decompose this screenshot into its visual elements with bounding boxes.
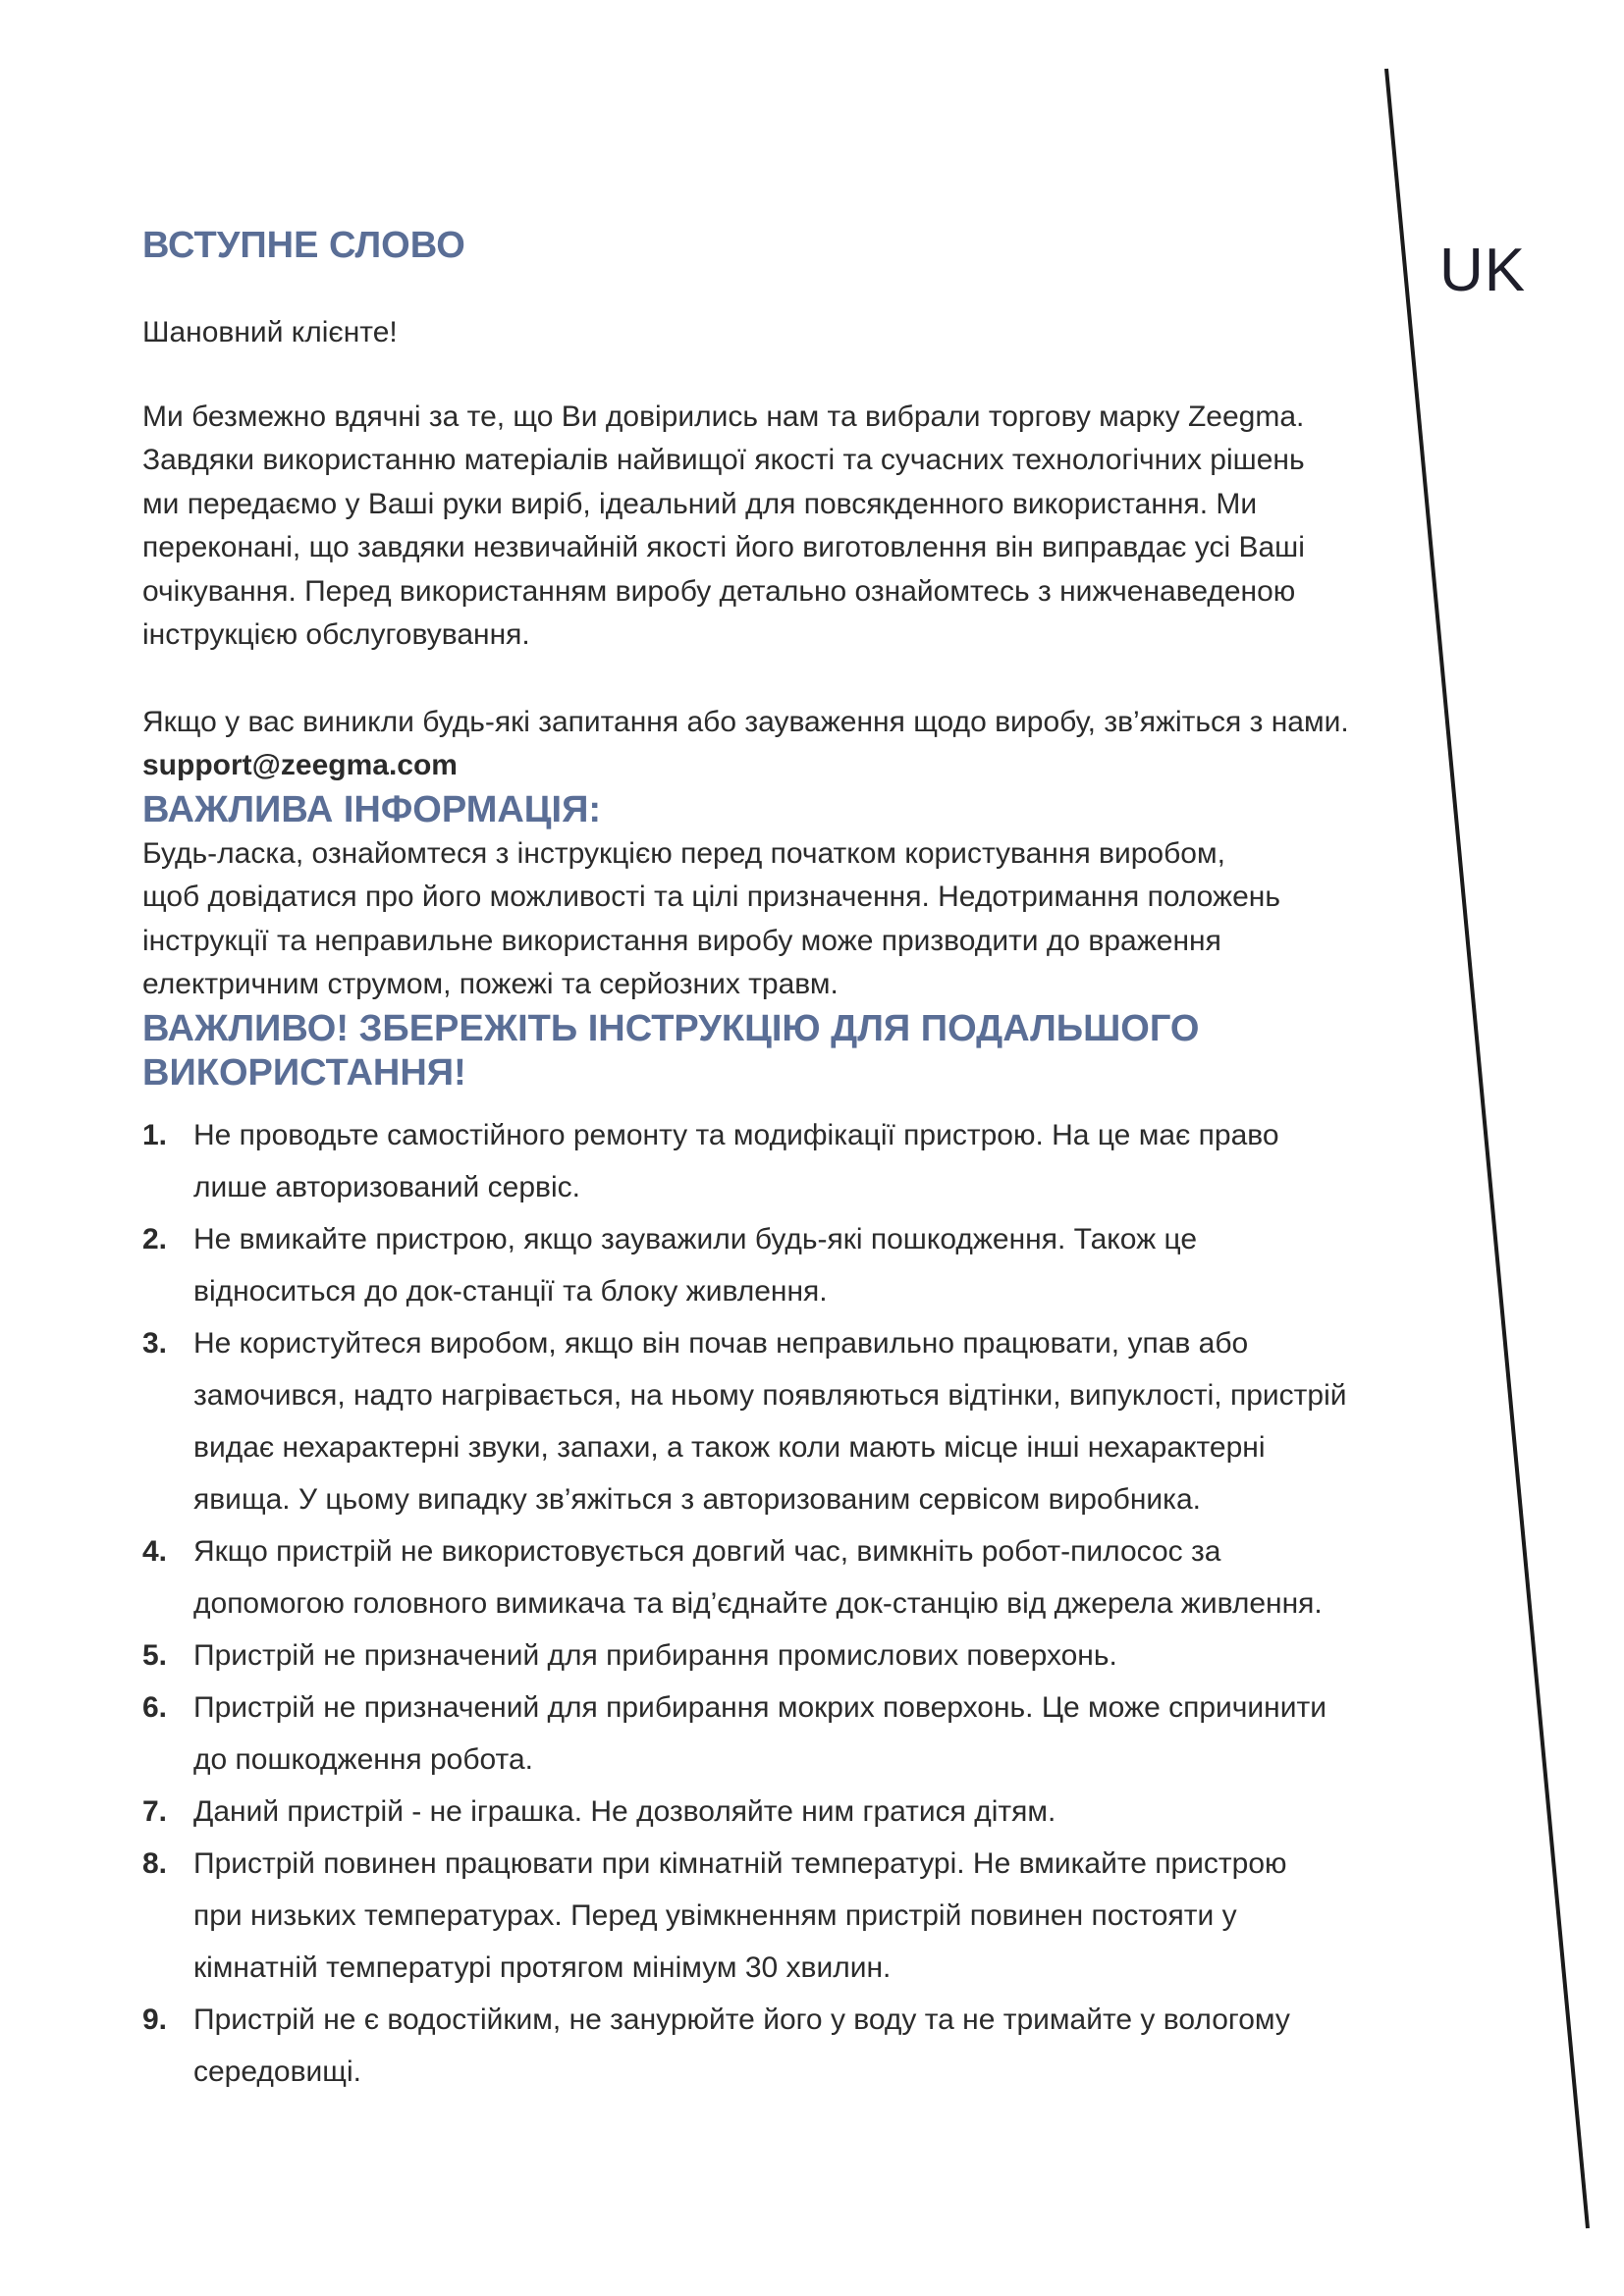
safety-rule-item [142,1838,1389,1994]
rule-line: лише авторизований сервіс. [193,1170,580,1203]
rule-line: Даний пристрій - не іграшка. Не дозволяйте ним гратися дітям. [193,1794,1056,1828]
rule-number: 7. [142,1794,168,1828]
safety-heading-line: ВИКОРИСТАННЯ! [142,1051,466,1094]
safety-rule-item [142,1525,1389,1629]
rule-line: Не вмикайте пристрою, якщо зауважили будь-які пошкодження. Також це [193,1222,1198,1255]
rule-line: Пристрій повинен працювати при кімнатній температурі. Не вмикайте пристрою [193,1846,1287,1880]
important-info-line: інструкції та неправильне використання виробу може призводити до враження [142,924,1221,957]
important-info-line: електричним струмом, пожежі та серйозних травм. [142,968,839,1000]
rule-line: Пристрій не є водостійким, не занурюйте його у воду та не тримайте у вологому [193,2002,1290,2036]
rule-number: 3. [142,1326,168,1360]
safety-rule-item [142,1109,1389,1213]
language-code-label: UK [1439,237,1527,304]
important-info-heading: ВАЖЛИВА ІНФОРМАЦІЯ: [142,788,602,830]
rule-number: 6. [142,1690,168,1724]
rule-number: 2. [142,1222,168,1255]
rule-line: кімнатній температурі протягом мінімум 30 хвилин. [193,1950,892,1984]
rule-line: замочився, надто нагрівається, на ньому появляються відтінки, випуклості, пристрій [193,1378,1347,1412]
intro-line: очікування. Перед використанням виробу детально ознайомтесь з нижченаведеною [142,574,1296,608]
important-info-line: щоб довідатися про його можливості та цілі призначення. Недотримання положень [142,881,1280,913]
rule-line: Не проводьте самостійного ремонту та модифікації пристрою. На це має право [193,1118,1279,1151]
safety-heading-line: ВАЖЛИВО! ЗБЕРЕЖІТЬ ІНСТРУКЦІЮ ДЛЯ ПОДАЛЬШОГО [142,1007,1200,1049]
safety-rules-list [142,1109,1389,2098]
safety-rule-item [142,1786,1389,1838]
rule-number: 8. [142,1846,168,1880]
rule-number: 9. [142,2002,168,2036]
rule-line: Пристрій не призначений для прибирання промислових поверхонь. [193,1638,1117,1672]
intro-heading: ВСТУПНЕ СЛОВО [142,225,465,266]
greeting-text: Шановний клієнте! [142,316,398,348]
rule-line: Пристрій не призначений для прибирання мокрих поверхонь. Це може спричинити [193,1690,1327,1724]
document-content [142,224,1389,2098]
important-info-line: Будь-ласка, ознайомтеся з інструкцією перед початком користування виробом, [142,836,1225,870]
intro-line: Завдяки використанню матеріалів найвищої якості та сучасних технологічних рішень [142,444,1305,476]
intro-line: Ми безмежно вдячні за те, що Ви довірились нам та вибрали торгову марку Zeegma. [142,400,1305,433]
important-info-paragraph [142,832,1389,1007]
contact-text: Якщо у вас виникли будь-які запитання або зауваження щодо виробу, зв’яжіться з нами. [142,705,1349,738]
rule-number: 4. [142,1534,168,1568]
rule-line: середовищі. [193,2055,361,2088]
rule-number: 5. [142,1638,168,1672]
support-email-link[interactable]: support@zeegma.com [142,749,458,781]
safety-rule-item [142,1994,1389,2098]
intro-line: переконані, що завдяки незвичайній якості його виготовлення він виправдає усі Ваші [142,531,1305,563]
rule-line: допомогою головного вимикача та від’єднайте док-станцію від джерела живлення. [193,1586,1323,1620]
intro-line: ми передаємо у Ваші руки виріб, ідеальний для повсякденного використання. Ми [142,487,1258,520]
rule-line: явища. У цьому випадку зв’яжіться з авторизованим сервісом виробника. [193,1482,1201,1516]
rule-line: Якщо пристрій не використовується довгий час, вимкніть робот-пилосос за [193,1534,1221,1568]
rule-number: 1. [142,1118,168,1151]
rule-line: до пошкодження робота. [193,1742,533,1776]
safety-heading [142,1007,1389,1095]
safety-rule-item [142,1317,1389,1525]
rule-line: видає нехарактерні звуки, запахи, а також коли мають місце інші нехарактерні [193,1430,1266,1464]
rule-line: Не користуйтеся виробом, якщо він почав неправильно працювати, упав або [193,1326,1249,1360]
rule-line: відноситься до док-станції та блоку живлення. [193,1274,828,1308]
rule-line: при низьких температурах. Перед увімкненням пристрій повинен постояти у [193,1898,1237,1932]
safety-rule-item [142,1213,1389,1317]
safety-rule-item [142,1682,1389,1786]
intro-paragraph [142,396,1389,658]
safety-rule-item [142,1629,1389,1682]
intro-line: інструкцією обслуговування. [142,618,530,651]
